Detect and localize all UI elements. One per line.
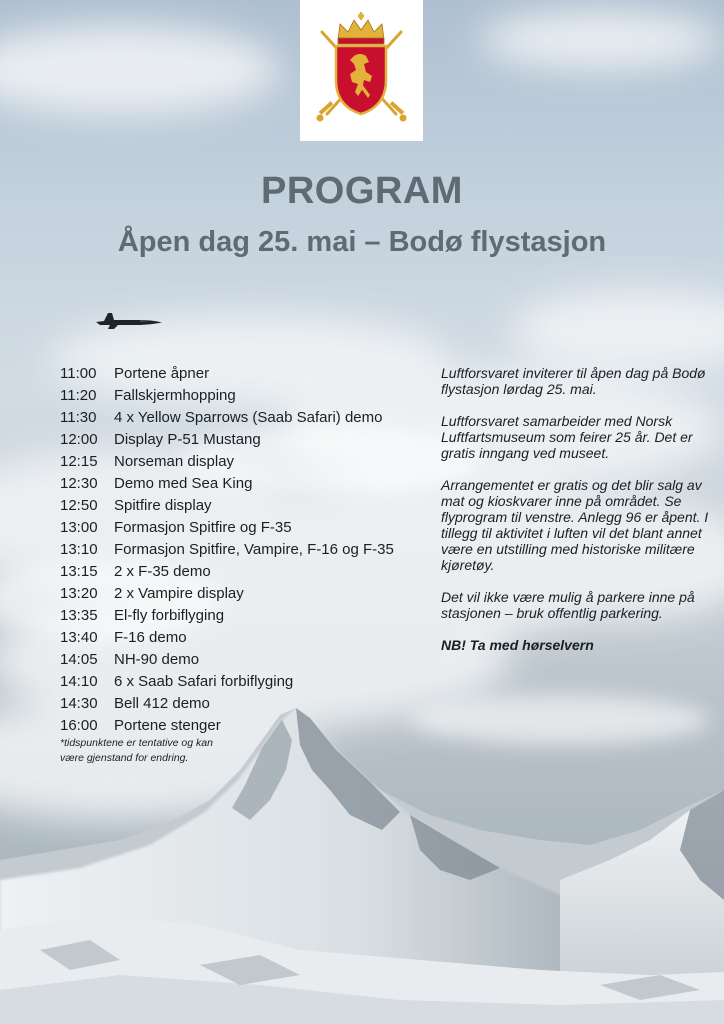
schedule-row: [60, 538, 420, 560]
schedule-time: 14:30: [60, 694, 98, 712]
schedule-time: 11:30: [60, 408, 97, 426]
schedule-row: [60, 428, 420, 450]
schedule-time: 13:00: [60, 518, 98, 536]
schedule-time: 12:15: [60, 452, 98, 470]
schedule-time: 13:35: [60, 606, 98, 624]
schedule-event: El-fly forbiflyging: [114, 606, 225, 624]
schedule-time: 12:00: [60, 430, 98, 448]
schedule-row: [60, 406, 420, 428]
schedule-time: 11:20: [60, 386, 97, 404]
schedule-event: 4 x Yellow Sparrows (Saab Safari) demo: [114, 408, 383, 426]
schedule-event: Norseman display: [114, 452, 235, 470]
schedule-time: 13:15: [60, 562, 98, 580]
schedule-row: [60, 714, 420, 736]
schedule-row: [60, 362, 420, 384]
schedule-time: 11:00: [60, 364, 97, 382]
schedule-event: NH-90 demo: [114, 650, 200, 668]
flight-schedule: [60, 362, 420, 766]
schedule-time: 13:20: [60, 584, 98, 602]
schedule-event: Formasjon Spitfire, Vampire, F-16 og F-35: [114, 540, 394, 558]
info-paragraph: Luftforsvaret inviterer til åpen dag på Bodø flystasjon lørdag 25. mai.: [441, 365, 706, 397]
hearing-protection-note: NB! Ta med hørselvern: [441, 637, 594, 653]
schedule-time: 16:00: [60, 716, 98, 734]
schedule-event: Portene stenger: [114, 716, 221, 734]
schedule-event: F-16 demo: [114, 628, 187, 646]
schedule-row: [60, 472, 420, 494]
schedule-event: Fallskjermhopping: [114, 386, 236, 404]
armed-forces-coat-of-arms-icon: [314, 10, 409, 128]
schedule-row: [60, 670, 420, 692]
schedule-row: [60, 626, 420, 648]
schedule-time: 13:40: [60, 628, 98, 646]
fighter-jet-icon: [94, 310, 164, 332]
schedule-row: [60, 648, 420, 670]
schedule-event: 2 x Vampire display: [114, 584, 244, 602]
schedule-row: [60, 384, 420, 406]
schedule-row: [60, 494, 420, 516]
schedule-event: Formasjon Spitfire og F-35: [114, 518, 292, 536]
schedule-event: Portene åpner: [114, 364, 210, 382]
schedule-row: [60, 516, 420, 538]
schedule-row: [60, 604, 420, 626]
schedule-event: Bell 412 demo: [114, 694, 210, 712]
schedule-time: 12:30: [60, 474, 98, 492]
emblem-panel: [300, 0, 423, 141]
info-paragraph: Arrangementet er gratis og det blir salg av mat og kioskvarer inne på området. Se flyprogram til venstre. Anlegg 96 er åpent. I tillegg til aktivitet i luften vil det blant annet være en utstilling med historiske militære kjøretøy.: [441, 477, 709, 573]
schedule-event: Spitfire display: [114, 496, 212, 514]
schedule-row: [60, 692, 420, 714]
info-paragraph: Luftforsvaret samarbeider med Norsk Luftfartsmuseum som feirer 25 år. Det er gratis inngang ved museet.: [441, 413, 693, 461]
schedule-time: 13:10: [60, 540, 98, 558]
schedule-time: 14:10: [60, 672, 98, 690]
schedule-time: 14:05: [60, 650, 98, 668]
event-info: [441, 365, 711, 669]
schedule-event: Display P-51 Mustang: [114, 430, 261, 448]
schedule-footnote: *tidspunktene er tentative og kan være gjenstand for endring.: [60, 737, 213, 764]
info-paragraph: Det vil ikke være mulig å parkere inne på stasjonen – bruk offentlig parkering.: [441, 589, 695, 621]
schedule-row: [60, 560, 420, 582]
schedule-row: [60, 582, 420, 604]
schedule-time: 12:50: [60, 496, 98, 514]
schedule-event: 6 x Saab Safari forbiflyging: [114, 672, 294, 690]
page-title: PROGRAM: [261, 170, 463, 212]
page-subtitle: Åpen dag 25. mai – Bodø flystasjon: [117, 226, 607, 258]
schedule-event: Demo med Sea King: [114, 474, 253, 492]
schedule-row: [60, 450, 420, 472]
schedule-event: 2 x F-35 demo: [114, 562, 211, 580]
